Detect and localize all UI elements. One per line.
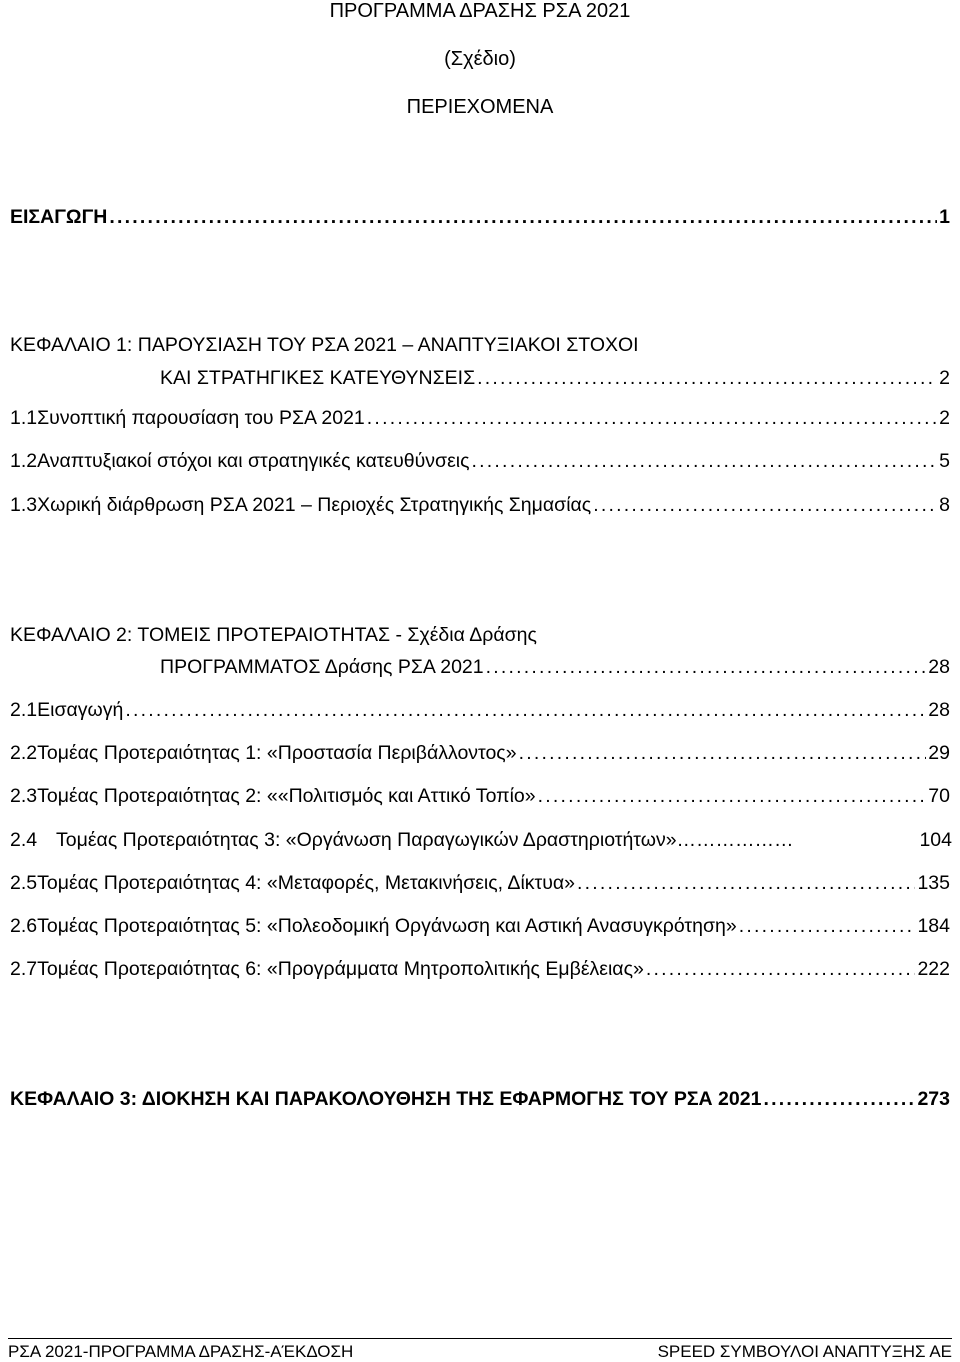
- toc-leader-dots: [593, 494, 937, 517]
- toc-entry-label: Τομέας Προτεραιότητας 2: ««Πολιτισμός και Αττικό Τοπίο»: [37, 785, 536, 807]
- toc-leader-dots: [477, 367, 937, 390]
- toc-entry-label: Τομέας Προτεραιότητας 5: «Πολεοδομική Οργάνωση και Αστική Ανασυγκρότηση»: [37, 915, 737, 937]
- toc-entry-2-6[interactable]: [10, 915, 950, 938]
- toc-page-number: 28: [928, 656, 950, 678]
- toc-entry-chapter3[interactable]: [10, 1088, 950, 1111]
- toc-page-number: 70: [928, 785, 950, 807]
- toc-section-number: 2.1: [10, 699, 38, 721]
- toc-section-number: 2.4: [10, 829, 38, 851]
- toc-leader-dots: [472, 450, 938, 473]
- toc-entry-label: Εισαγωγή: [37, 699, 124, 721]
- toc-leader-dots: [125, 699, 926, 722]
- toc-entry-label: ΚΑΙ ΣΤΡΑΤΗΓΙΚΕΣ ΚΑΤΕΥΘΥΝΣΕΙΣ: [160, 367, 476, 389]
- toc-entry-2-2[interactable]: [10, 742, 950, 765]
- toc-section-number: 1.2: [10, 450, 38, 472]
- toc-page-number: 2: [939, 367, 950, 389]
- chapter2-heading-line1[interactable]: ΚΕΦΑΛΑΙΟ 2: ΤΟΜΕΙΣ ΠΡΟΤΕΡΑΙΟΤΗΤΑΣ - Σχέδια Δράσης: [10, 624, 537, 646]
- toc-entry-label: Τομέας Προτεραιότητας 1: «Προστασία Περιβάλλοντος»: [37, 742, 517, 764]
- toc-entry-label: ΕΙΣΑΓΩΓΗ: [10, 206, 108, 228]
- toc-entry-label: Τομέας Προτεραιότητας 4: «Μεταφορές, Μετακινήσεις, Δίκτυα»: [37, 872, 576, 894]
- toc-page-number: 222: [917, 958, 950, 980]
- toc-page-number: 8: [939, 494, 950, 516]
- toc-page-number: 5: [939, 450, 950, 472]
- footer-divider: [8, 1338, 952, 1339]
- toc-entry-2-7[interactable]: [10, 958, 950, 981]
- toc-entry-2-3[interactable]: [10, 785, 950, 808]
- toc-entry-label: Τομέας Προτεραιότητας 3: «Οργάνωση Παραγωγικών Δραστηριοτήτων»………………: [56, 829, 794, 851]
- toc-entry-label: ΚΕΦΑΛΑΙΟ 3: ΔΙΟΚΗΣΗ ΚΑΙ ΠΑΡΑΚΟΛΟΥΘΗΣΗ ΤΗΣ ΕΦΑΡΜΟΓΗΣ ΤΟΥ ΡΣΑ 2021: [10, 1088, 762, 1110]
- toc-leader-dots: [739, 915, 916, 938]
- toc-entry-1-1[interactable]: [10, 407, 950, 430]
- toc-entry-chapter1[interactable]: [160, 367, 950, 390]
- toc-entry-label: Τομέας Προτεραιότητας 6: «Προγράμματα Μητροπολιτικής Εμβέλειας»: [37, 958, 644, 980]
- toc-entry-label: Συνοπτική παρουσίαση του ΡΣΑ 2021: [37, 407, 365, 429]
- toc-entry-chapter2[interactable]: [160, 656, 950, 679]
- toc-page-number: 104: [919, 829, 952, 851]
- document-subtitle: (Σχέδιο): [444, 48, 516, 70]
- chapter1-heading-line1[interactable]: ΚΕΦΑΛΑΙΟ 1: ΠΑΡΟΥΣΙΑΣΗ ΤΟΥ ΡΣΑ 2021 – ΑΝΑΠΤΥΞΙΑΚΟΙ ΣΤΟΧΟΙ: [10, 334, 639, 356]
- toc-entry-label: ΠΡΟΓΡΑΜΜΑΤΟΣ Δράσης ΡΣΑ 2021: [160, 656, 484, 678]
- toc-leader-dots: [367, 407, 937, 430]
- contents-heading: ΠΕΡΙΕΧΟΜΕΝΑ: [406, 96, 554, 118]
- toc-page-number: 29: [928, 742, 950, 764]
- toc-page-number: 184: [917, 915, 950, 937]
- toc-section-number: 2.6: [10, 915, 38, 937]
- toc-leader-dots: [519, 742, 927, 765]
- toc-leader-dots: [486, 656, 927, 679]
- footer-right-text: SPEED ΣΥΜΒΟΥΛΟΙ ΑΝΑΠΤΥΞΗΣ ΑΕ: [657, 1342, 952, 1361]
- toc-leader-dots: [577, 872, 915, 895]
- toc-entry-1-3[interactable]: [10, 494, 950, 517]
- toc-entry-1-2[interactable]: [10, 450, 950, 473]
- toc-page-number: 273: [917, 1088, 950, 1110]
- toc-entry-intro[interactable]: [10, 206, 950, 229]
- toc-section-number: 2.2: [10, 742, 38, 764]
- toc-section-number: 2.7: [10, 958, 38, 980]
- toc-entry-label: Χωρική διάρθρωση ΡΣΑ 2021 – Περιοχές Στρατηγικής Σημασίας: [37, 494, 592, 516]
- document-title: ΠΡΟΓΡΑΜΜΑ ΔΡΑΣΗΣ ΡΣΑ 2021: [329, 0, 631, 22]
- toc-page-number: 1: [939, 206, 950, 228]
- toc-section-number: 2.5: [10, 872, 38, 894]
- toc-section-number: 1.3: [10, 494, 38, 516]
- toc-entry-2-1[interactable]: [10, 699, 950, 722]
- toc-section-number: 2.3: [10, 785, 38, 807]
- toc-leader-dots: [538, 785, 927, 808]
- toc-leader-dots: [763, 1088, 915, 1111]
- toc-leader-dots: [646, 958, 916, 981]
- footer-left-text: ΡΣΑ 2021-ΠΡΟΓΡΑΜΜΑ ΔΡΑΣΗΣ-ΑΈΚΔΟΣΗ: [8, 1342, 354, 1361]
- toc-page-number: 28: [928, 699, 950, 721]
- toc-page-number: 2: [939, 407, 950, 429]
- toc-page-number: 135: [917, 872, 950, 894]
- toc-entry-2-5[interactable]: [10, 872, 950, 895]
- toc-section-number: 1.1: [10, 407, 38, 429]
- toc-entry-2-4[interactable]: [10, 829, 952, 852]
- toc-leader-dots: [109, 206, 937, 229]
- toc-entry-label: Αναπτυξιακοί στόχοι και στρατηγικές κατευθύνσεις: [37, 450, 470, 472]
